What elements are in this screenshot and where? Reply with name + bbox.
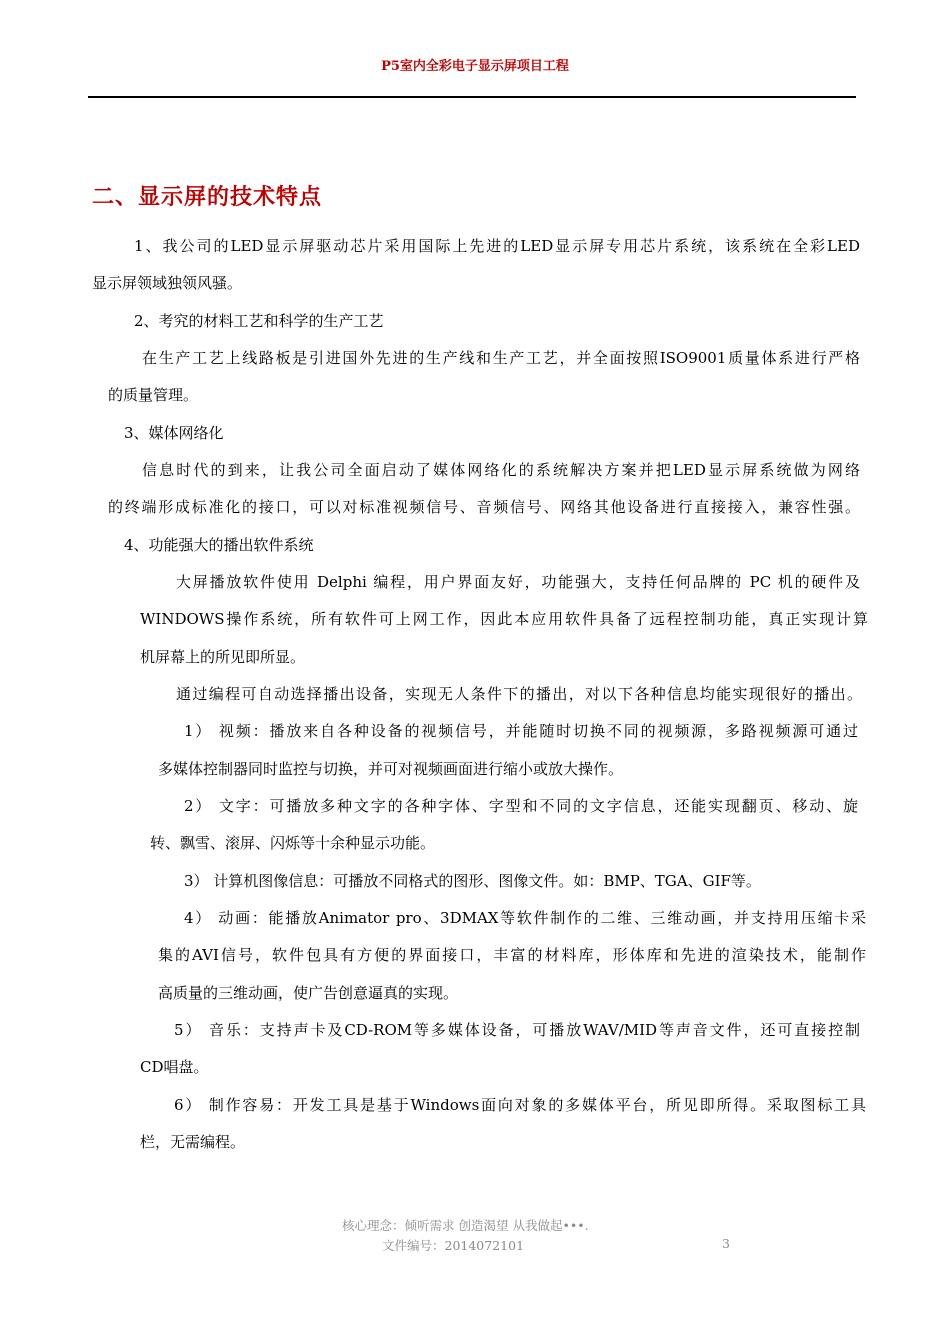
list-item: 5） 音乐：支持声卡及CD-ROM等多媒体设备，可播放WAV/MID等声音文件，还可直接控制 (174, 1021, 860, 1039)
list-item-heading: 4、功能强大的播出软件系统 (124, 536, 314, 554)
paragraph-line: 大屏播放软件使用 Delphi 编程，用户界面友好，功能强大，支持任何品牌的 PC 机的硬件及 (176, 573, 860, 591)
list-item: 4） 动画：能播放Animator pro、3DMAX等软件制作的二维、三维动画，并支持用压缩卡采 (184, 909, 866, 927)
paragraph-line: 在生产工艺上线路板是引进国外先进的生产线和生产工艺，并全面按照ISO9001质量体系进行严格 (142, 349, 860, 367)
paragraph-line: 通过编程可自动选择播出设备，实现无人条件下的播出，对以下各种信息均能实现很好的播出。 (176, 685, 862, 703)
section-heading: 二、显示屏的技术特点 (92, 184, 323, 210)
header-divider (88, 96, 856, 98)
header-title: P5室内全彩电子显示屏项目工程 (381, 59, 569, 74)
paragraph-line: 集的AVI信号，软件包具有方便的界面接口，丰富的材料库，形体库和先进的渲染技术，能制作 (158, 946, 866, 964)
paragraph-line: 机屏幕上的所见即所显。 (140, 648, 306, 666)
list-item-heading: 2、考究的材料工艺和科学的生产工艺 (134, 312, 384, 330)
list-item: 1） 视频：播放来自各种设备的视频信号，并能随时切换不同的视频源，多路视频源可通过 (184, 722, 858, 740)
footer-motto: 核心理念：倾听需求 创造渴望 从我做起•••. (342, 1218, 589, 1233)
paragraph-line: 显示屏领域独领风骚。 (92, 274, 243, 292)
list-item: 2） 文字：可播放多种文字的各种字体、字型和不同的文字信息，还能实现翻页、移动、旋 (184, 797, 858, 815)
paragraph-line: 转、飘雪、滚屏、闪烁等十余种显示功能。 (150, 834, 436, 852)
paragraph-line: CD唱盘。 (140, 1058, 209, 1076)
list-item-heading: 3、媒体网络化 (124, 424, 224, 442)
list-item: 3） 计算机图像信息：可播放不同格式的图形、图像文件。如：BMP、TGA、GIF等。 (184, 872, 761, 890)
list-item: 6） 制作容易：开发工具是基于Windows面向对象的多媒体平台，所见即所得。采取图标工具 (174, 1096, 866, 1114)
paragraph-line: 高质量的三维动画，使广告创意逼真的实现。 (158, 984, 459, 1002)
paragraph-line: 多媒体控制器同时监控与切换，并可对视频画面进行缩小或放大操作。 (158, 760, 624, 778)
paragraph-line: 信息时代的到来，让我公司全面启动了媒体网络化的系统解决方案并把LED显示屏系统做为网络 (142, 461, 860, 479)
footer-doc-number: 文件编号：2014072101 (382, 1238, 525, 1253)
page-number: 3 (722, 1236, 730, 1251)
paragraph-line: 1、我公司的LED显示屏驱动芯片采用国际上先进的LED显示屏专用芯片系统，该系统在全彩LED (134, 237, 860, 255)
paragraph-line: 的终端形成标准化的接口，可以对标准视频信号、音频信号、网络其他设备进行直接接入，兼容性强。 (108, 498, 860, 516)
paragraph-line: 的质量管理。 (108, 386, 199, 404)
paragraph-line: WINDOWS操作系统，所有软件可上网工作，因此本应用软件具备了远程控制功能，真正实现计算 (140, 610, 868, 628)
paragraph-line: 栏，无需编程。 (140, 1133, 246, 1151)
